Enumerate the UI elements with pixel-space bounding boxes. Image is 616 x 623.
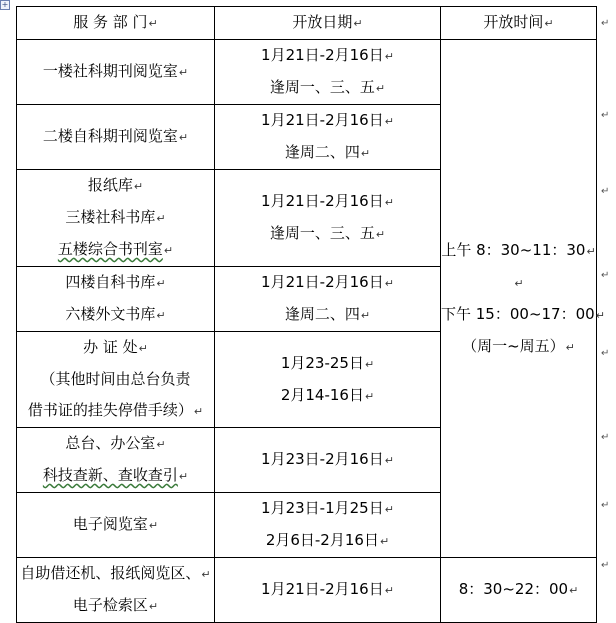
dates-cell: 1月21日-2月16日↵ 逢周二、四↵ [215,267,441,332]
dept-cell: 自助借还机、报纸阅览区、↵ 电子检索区↵ [17,558,215,623]
hours-cell-main: 上午 8：30~11：30↵ ↵ 下午 15：00~17：00↵ （周一~周五）↵ [441,40,597,558]
dept-cell: 电子阅览室↵ [17,493,215,558]
dates-cell: 1月23日-1月25日↵ 2月6日-2月16日↵ [215,493,441,558]
hours-cell-last: 8：30~22：00↵ [441,558,597,623]
end-of-row-mark: ↵ [601,560,610,571]
table-row [17,40,597,105]
dept-cell: 总台、办公室↵ 科技查新、查收查引↵ [17,428,215,493]
dates-cell: 1月21日-2月16日↵ [215,558,441,623]
end-of-row-mark: ↵ [601,270,610,281]
dept-cell: 二楼自科期刊阅览室↵ [17,105,215,170]
end-of-row-mark: ↵ [601,110,610,121]
header-open-dates: 开放日期↵ [215,7,441,40]
end-of-row-mark: ↵ [601,432,610,443]
dates-cell: 1月21日-2月16日↵ 逢周一、三、五↵ [215,40,441,105]
dates-cell: 1月23日-2月16日↵ [215,428,441,493]
dates-cell: 1月21日-2月16日↵ 逢周一、三、五↵ [215,170,441,267]
table-anchor-icon[interactable]: + [1,0,9,9]
header-open-hours: 开放时间↵ [441,7,597,40]
end-of-row-mark: ↵ [601,186,610,197]
table-row [17,558,597,623]
end-of-row-mark: ↵ [601,18,610,29]
dept-cell: 一楼社科期刊阅览室↵ [17,40,215,105]
opening-hours-table [16,6,605,623]
dept-cell: 办 证 处↵ （其他时间由总台负责 借书证的挂失停借手续）↵ [17,332,215,428]
dept-cell: 报纸库↵ 三楼社科书库↵ 五楼综合书刊室↵ [17,170,215,267]
dates-cell: 1月23-25日↵ 2月14-16日↵ [215,332,441,428]
end-of-row-mark: ↵ [601,500,610,511]
dept-cell: 四楼自科书库↵ 六楼外文书库↵ [17,267,215,332]
table-header-row [17,7,597,40]
dates-cell: 1月21日-2月16日↵ 逢周二、四↵ [215,105,441,170]
header-service-department: 服 务 部 门↵ [17,7,215,40]
end-of-row-mark: ↵ [601,348,610,359]
